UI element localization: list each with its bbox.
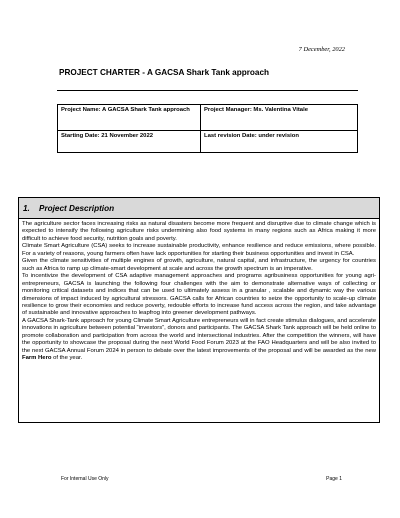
document-date: 7 December, 2022 [298,46,345,53]
section-header [19,198,379,219]
paragraph-5 [22,318,376,363]
project-manager-cell: Project Manager: Ms. Valentina Vitale [201,105,357,131]
title-underline [57,90,358,91]
starting-date-cell: Starting Date: 21 November 2022 [58,131,201,152]
section-body [19,219,379,363]
section-number: 1. [23,203,30,213]
paragraph-3: Given the climate sensitivities of multiple engines of growth, agriculture, natural capital, and infrastructure, the urgency for countries such as Africa to ramp up climate-smart development at scale and across the growth spectrum is an imperative. [22,258,376,272]
last-revision-cell: Last revision Date: under revision [204,133,299,139]
paragraph-2: Climate Smart Agriculture (CSA) seeks to increase sustainable productivity, enhance resilience and reduce emissions, where possible. For a variety of reasons, young farmers often have lack opportunities for starting their business opportunities and invest in CSA. [22,243,376,257]
farm-hero-emphasis: Farm Hero [22,355,52,362]
footer-page-number: Page 1 [326,476,342,482]
paragraph-5-ending: of the year. [51,355,83,362]
paragraph-4: To incentivize the development of CSA adaptive management approaches and programs agribusiness opportunities for young agri-entrepreneurs, GACSA is launching the following four challenges with the aim to demonstrate alternative ways of collecting or monitoring critical datasets and indices that can be used to ultimately assess in a granular , scalable and dynamic way the various dimensions of impact induced by agricultural stressors. GACSA calls for African countries to seize the opportunity to scale-up climate resilience to grow their economies and reduce poverty, redouble efforts to increase fund access across the region, and take advantage of sustainable and innovative approaches to leapfrog into greener development pathways. [22,273,376,317]
footer-classification: For Internal Use Only [61,476,109,482]
paragraph-5-text: A GACSA Shark-Tank approach for young Climate Smart Agriculture entrepreneurs will in fact create stimulus dialogues, and accelerate innovations in agriculture between potential “investors”, donors and participants. The GACSA Shark Tank approach will be held online to promote collaboration and participation from across the world and intersectional industries. After the competition the winners, will have the opportunity to showcase the proposal during the next World Food Forum 2023 at the FAO Headquarters and will be also invited to the next GACSA Annual Forum 2024 in person to debate over the latest improvements of the proposal and will be awarded as the new [22,317,376,354]
paragraph-1: The agriculture sector faces increasing risks as natural disasters become more frequent and disruptive due to climate change which is expected to intensify the following agriculture risks undermining also food systems in many regions such as Africa making it more difficult to achieve food security, nutrition goals and poverty. [22,221,376,242]
document-title: PROJECT CHARTER - A GACSA Shark Tank approach [59,68,270,77]
project-info-table [57,104,358,153]
project-description-section [18,197,380,423]
project-name-cell: Project Name: A GACSA Shark Tank approach [58,105,201,131]
section-title: Project Description [39,203,115,213]
